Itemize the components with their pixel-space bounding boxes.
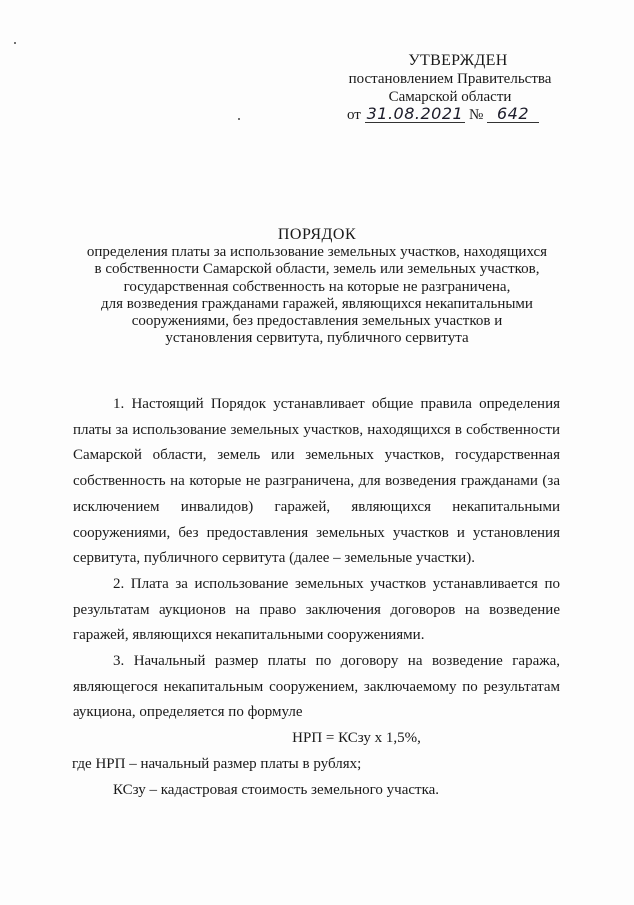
approval-line-1: постановлением Правительства [348, 71, 552, 87]
title-line: государственная собственность на которые не разграничена, [123, 278, 511, 295]
title-line: для возведения гражданами гаражей, являющихся некапитальными [101, 295, 533, 312]
title-line: сооружениями, без предоставления земельных участков и [131, 313, 503, 330]
date-prefix: от [347, 107, 361, 123]
title-line: в собственности Самарской области, земель или земельных участков, [94, 261, 540, 278]
approval-date-line [347, 106, 539, 124]
approval-block [300, 52, 600, 123]
paragraph-3: 3. Начальный размер платы по договору на возведение гаража, являющегося некапитальным сооружением, заключаемому по результатам аукциона, определяется по формуле [73, 653, 560, 721]
document-title [40, 226, 594, 347]
title-line: установления сервитута, публичного сервитута [165, 330, 469, 347]
approval-line-2: Самарской области [388, 89, 512, 105]
title-line: определения платы за использование земельных участков, находящихся [86, 244, 548, 261]
formula: НРП = КСзу х 1,5%, [292, 730, 421, 747]
number-prefix: № [468, 107, 484, 123]
date-value: 31.08.2021 [366, 104, 464, 123]
scan-speck [238, 118, 240, 120]
number-value: 642 [487, 106, 539, 123]
document-body [73, 392, 560, 803]
where-line-2: КСзу – кадастровая стоимость земельного участка. [113, 781, 440, 798]
paragraph-1: 1. Настоящий Порядок устанавливает общие правила определения платы за использование земельных участков, находящихся в собственности Самарской области, земель или земельных участков, государственная собственность на которые не разграничена, для возведения гражданами (за исключением инвалидов) гаражей, являющихся некапитальными сооружениями, без предоставления земельных участков и установления сервитута, публичного сервитута (далее – земельные участки). [73, 396, 560, 567]
approval-heading: УТВЕРЖДЕН [408, 52, 508, 69]
where-line-1: где НРП – начальный размер платы в рублях; [72, 755, 362, 772]
scan-speck [14, 42, 16, 44]
paragraph-2: 2. Плата за использование земельных участков устанавливается по результатам аукционов на право заключения договоров на возведение гаражей, являющихся некапитальными сооружениями. [73, 575, 560, 644]
title-main: ПОРЯДОК [277, 226, 357, 243]
